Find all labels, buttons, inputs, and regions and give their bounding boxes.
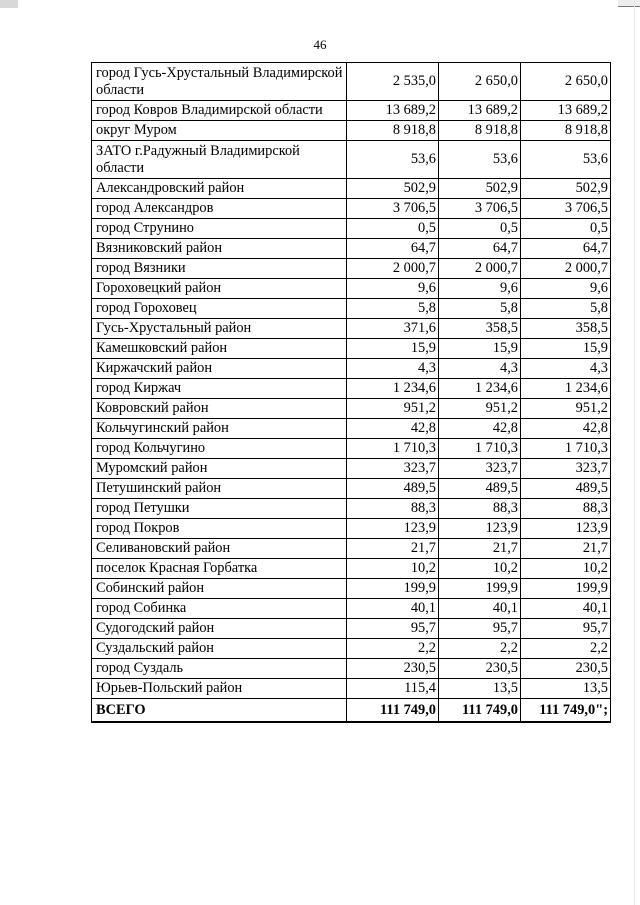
value-cell-1: 10,2 (347, 559, 439, 579)
value-cell-3: 13,5 (521, 679, 611, 699)
table-row (92, 339, 611, 359)
value-cell-2: 95,7 (439, 619, 521, 639)
value-cell-1: 42,8 (347, 419, 439, 439)
value-cell-2: 199,9 (439, 579, 521, 599)
value-cell-3: 489,5 (521, 479, 611, 499)
value-cell-3: 95,7 (521, 619, 611, 639)
value-cell-1: 123,9 (347, 519, 439, 539)
table-row (92, 659, 611, 679)
municipality-name-cell: город Петушки (92, 499, 347, 519)
value-cell-3: 1 234,6 (521, 379, 611, 399)
value-cell-2: 4,3 (439, 359, 521, 379)
value-cell-1: 64,7 (347, 239, 439, 259)
value-cell-2: 15,9 (439, 339, 521, 359)
municipality-name-cell: Юрьев-Польский район (92, 679, 347, 699)
value-cell-3: 88,3 (521, 499, 611, 519)
table-row (92, 101, 611, 121)
total-value-cell-1: 111 749,0 (347, 699, 439, 723)
municipality-name-cell: ЗАТО г.Радужный Владимирской области (92, 141, 347, 179)
page-number: 46 (313, 37, 327, 52)
value-cell-2: 10,2 (439, 559, 521, 579)
value-cell-2: 230,5 (439, 659, 521, 679)
value-cell-3: 13 689,2 (521, 101, 611, 121)
municipality-name-cell: город Струнино (92, 219, 347, 239)
municipality-name-cell: город Гусь-Хрустальный Владимирской области (92, 63, 347, 101)
municipality-name-cell: Муромский район (92, 459, 347, 479)
municipality-name-cell: округ Муром (92, 121, 347, 141)
value-cell-1: 5,8 (347, 299, 439, 319)
municipality-name-cell: город Александров (92, 199, 347, 219)
table-row (92, 419, 611, 439)
value-cell-2: 40,1 (439, 599, 521, 619)
value-cell-2: 8 918,8 (439, 121, 521, 141)
table-row (92, 219, 611, 239)
value-cell-3: 123,9 (521, 519, 611, 539)
value-cell-2: 123,9 (439, 519, 521, 539)
value-cell-2: 0,5 (439, 219, 521, 239)
value-cell-3: 42,8 (521, 419, 611, 439)
table-row (92, 359, 611, 379)
municipality-name-cell: Кольчугинский район (92, 419, 347, 439)
municipality-name-cell: Камешковский район (92, 339, 347, 359)
value-cell-1: 15,9 (347, 339, 439, 359)
value-cell-2: 21,7 (439, 539, 521, 559)
value-cell-2: 64,7 (439, 239, 521, 259)
value-cell-2: 13,5 (439, 679, 521, 699)
municipality-name-cell: город Гороховец (92, 299, 347, 319)
municipality-name-cell: Селивановский район (92, 539, 347, 559)
value-cell-1: 115,4 (347, 679, 439, 699)
value-cell-3: 2,2 (521, 639, 611, 659)
table-row (92, 199, 611, 219)
table-row (92, 279, 611, 299)
table-row (92, 459, 611, 479)
budget-table (91, 62, 611, 723)
value-cell-3: 358,5 (521, 319, 611, 339)
value-cell-1: 951,2 (347, 399, 439, 419)
table-row (92, 439, 611, 459)
scan-corner-mark (0, 0, 18, 8)
municipality-name-cell: Судогодский район (92, 619, 347, 639)
value-cell-2: 323,7 (439, 459, 521, 479)
table-row (92, 479, 611, 499)
municipality-name-cell: поселок Красная Горбатка (92, 559, 347, 579)
value-cell-3: 9,6 (521, 279, 611, 299)
municipality-name-cell: город Покров (92, 519, 347, 539)
value-cell-3: 53,6 (521, 141, 611, 179)
value-cell-1: 1 234,6 (347, 379, 439, 399)
value-cell-3: 10,2 (521, 559, 611, 579)
value-cell-1: 199,9 (347, 579, 439, 599)
value-cell-2: 88,3 (439, 499, 521, 519)
municipality-name-cell: Суздальский район (92, 639, 347, 659)
value-cell-1: 13 689,2 (347, 101, 439, 121)
municipality-name-cell: город Кольчугино (92, 439, 347, 459)
municipality-name-cell: Гороховецкий район (92, 279, 347, 299)
value-cell-1: 88,3 (347, 499, 439, 519)
value-cell-2: 9,6 (439, 279, 521, 299)
value-cell-3: 1 710,3 (521, 439, 611, 459)
table-row (92, 619, 611, 639)
value-cell-3: 2 650,0 (521, 63, 611, 101)
value-cell-1: 1 710,3 (347, 439, 439, 459)
value-cell-2: 1 234,6 (439, 379, 521, 399)
municipality-name-cell: Вязниковский район (92, 239, 347, 259)
value-cell-1: 21,7 (347, 539, 439, 559)
value-cell-2: 2 000,7 (439, 259, 521, 279)
value-cell-3: 230,5 (521, 659, 611, 679)
table-row (92, 63, 611, 101)
value-cell-3: 502,9 (521, 179, 611, 199)
scan-edge-line (634, 0, 635, 905)
value-cell-1: 8 918,8 (347, 121, 439, 141)
total-value-cell-3: 111 749,0"; (521, 699, 611, 723)
municipality-name-cell: Собинский район (92, 579, 347, 599)
value-cell-3: 323,7 (521, 459, 611, 479)
table-row (92, 179, 611, 199)
value-cell-1: 2 000,7 (347, 259, 439, 279)
municipality-name-cell: город Киржач (92, 379, 347, 399)
value-cell-2: 1 710,3 (439, 439, 521, 459)
total-row (92, 699, 611, 723)
value-cell-1: 3 706,5 (347, 199, 439, 219)
value-cell-1: 95,7 (347, 619, 439, 639)
municipality-name-cell: город Собинка (92, 599, 347, 619)
value-cell-3: 0,5 (521, 219, 611, 239)
table-row (92, 141, 611, 179)
value-cell-1: 2,2 (347, 639, 439, 659)
value-cell-2: 2 650,0 (439, 63, 521, 101)
table-row (92, 599, 611, 619)
budget-table-body (92, 63, 611, 723)
table-row (92, 399, 611, 419)
municipality-name-cell: Александровский район (92, 179, 347, 199)
total-value-cell-2: 111 749,0 (439, 699, 521, 723)
value-cell-1: 489,5 (347, 479, 439, 499)
table-row (92, 319, 611, 339)
value-cell-1: 230,5 (347, 659, 439, 679)
value-cell-2: 951,2 (439, 399, 521, 419)
table-row (92, 379, 611, 399)
table-row (92, 121, 611, 141)
municipality-name-cell: город Вязники (92, 259, 347, 279)
value-cell-2: 489,5 (439, 479, 521, 499)
municipality-name-cell: Киржачский район (92, 359, 347, 379)
value-cell-1: 0,5 (347, 219, 439, 239)
value-cell-2: 5,8 (439, 299, 521, 319)
value-cell-2: 3 706,5 (439, 199, 521, 219)
table-row (92, 579, 611, 599)
table-row (92, 679, 611, 699)
value-cell-1: 2 535,0 (347, 63, 439, 101)
value-cell-1: 323,7 (347, 459, 439, 479)
municipality-name-cell: Ковровский район (92, 399, 347, 419)
value-cell-1: 502,9 (347, 179, 439, 199)
scan-corner-mark-right (618, 0, 640, 7)
table-row (92, 499, 611, 519)
value-cell-3: 21,7 (521, 539, 611, 559)
table-row (92, 519, 611, 539)
municipality-name-cell: Гусь-Хрустальный район (92, 319, 347, 339)
value-cell-1: 371,6 (347, 319, 439, 339)
value-cell-3: 199,9 (521, 579, 611, 599)
value-cell-1: 9,6 (347, 279, 439, 299)
value-cell-2: 13 689,2 (439, 101, 521, 121)
municipality-name-cell: город Суздаль (92, 659, 347, 679)
value-cell-2: 502,9 (439, 179, 521, 199)
value-cell-2: 42,8 (439, 419, 521, 439)
value-cell-3: 4,3 (521, 359, 611, 379)
table-row (92, 539, 611, 559)
table-row (92, 559, 611, 579)
value-cell-2: 53,6 (439, 141, 521, 179)
value-cell-3: 2 000,7 (521, 259, 611, 279)
value-cell-1: 4,3 (347, 359, 439, 379)
table-row (92, 299, 611, 319)
value-cell-1: 53,6 (347, 141, 439, 179)
value-cell-2: 358,5 (439, 319, 521, 339)
table-row (92, 239, 611, 259)
value-cell-3: 5,8 (521, 299, 611, 319)
value-cell-1: 40,1 (347, 599, 439, 619)
municipality-name-cell: Петушинский район (92, 479, 347, 499)
value-cell-3: 15,9 (521, 339, 611, 359)
value-cell-3: 8 918,8 (521, 121, 611, 141)
value-cell-2: 2,2 (439, 639, 521, 659)
table-row (92, 259, 611, 279)
value-cell-3: 64,7 (521, 239, 611, 259)
table-row (92, 639, 611, 659)
total-label-cell: ВСЕГО (92, 699, 347, 723)
value-cell-3: 40,1 (521, 599, 611, 619)
value-cell-3: 951,2 (521, 399, 611, 419)
value-cell-3: 3 706,5 (521, 199, 611, 219)
municipality-name-cell: город Ковров Владимирской области (92, 101, 347, 121)
